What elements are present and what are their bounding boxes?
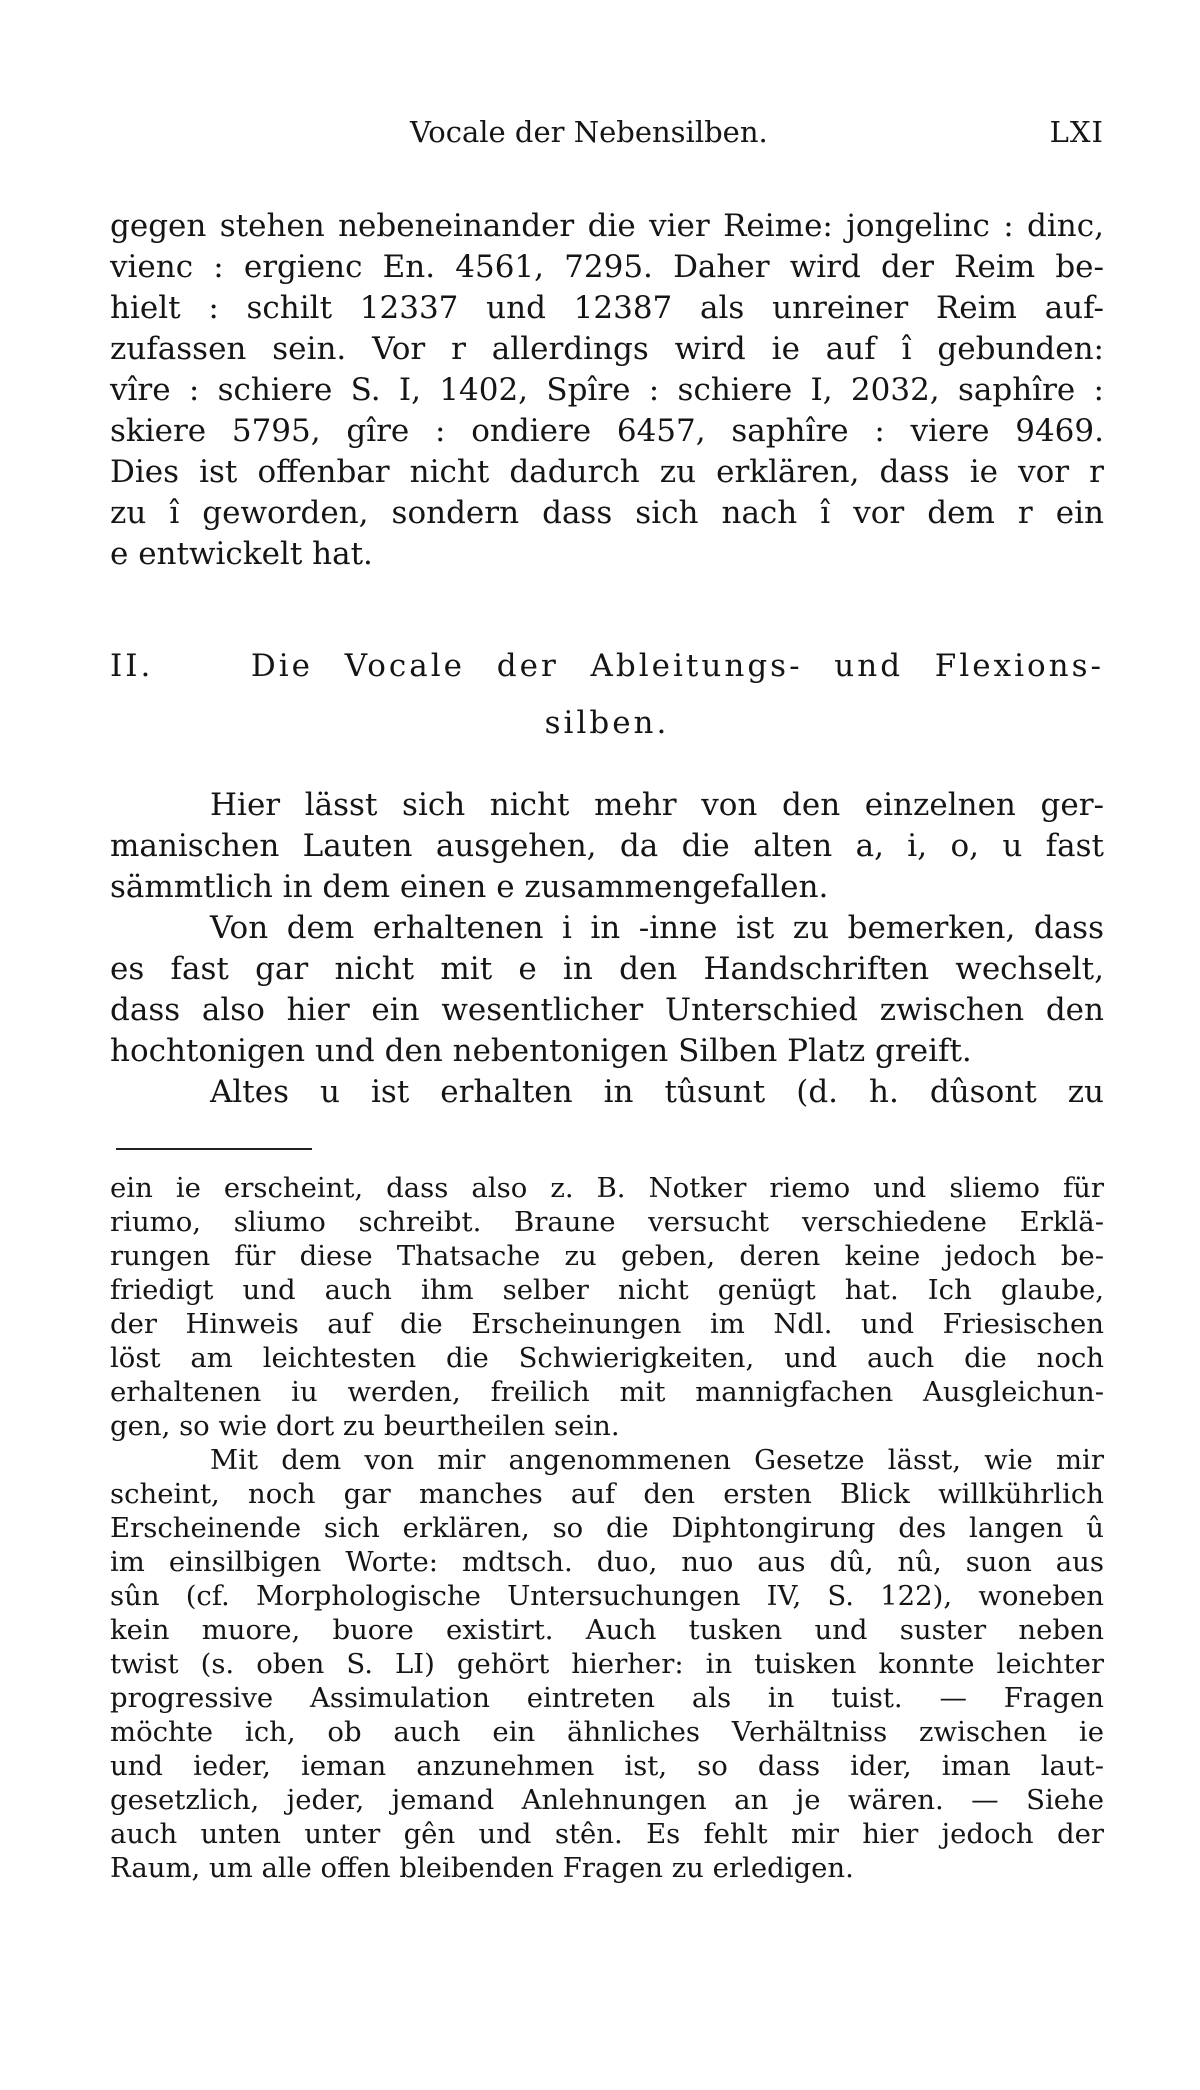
text-line: dass also hier ein wesentlicher Unterschied zwischen den [110,992,1104,1028]
running-title: Vocale der Nebensilben. [410,115,768,149]
footnote-line: twist (s. oben S. LI) gehört hierher: in tuisken konnte leichter [110,1648,1104,1680]
section-heading-line: silben. [544,705,670,741]
page-number: LXI [1049,115,1104,149]
footnote-line: gen, so wie dort zu beurtheilen sein. [110,1410,620,1442]
footnote-line: erhaltenen iu werden, freilich mit mannigfachen Ausgleichun- [110,1376,1104,1408]
text-line: es fast gar nicht mit e in den Handschriften wechselt, [110,951,1104,987]
text-line: Von dem erhaltenen i in -inne ist zu bemerken, dass [210,910,1104,946]
footnote-separator [116,1148,312,1150]
footnote-line: Mit dem von mir angenommenen Gesetze lässt, wie mir [210,1444,1104,1476]
text-line: zufassen sein. Vor r allerdings wird ie auf î gebunden: [110,331,1104,367]
section-title: Die Vocale der Ableitungs- und Flexions- [250,648,1104,684]
footnote-line: Raum, um alle offen bleibenden Fragen zu erledigen. [110,1852,854,1884]
footnote-line: friedigt und auch ihm selber nicht genügt hat. Ich glaube, [110,1274,1104,1306]
text-line: sämmtlich in dem einen e zusammengefallen. [110,869,829,905]
text-line: vîre : schiere S. I, 1402, Spîre : schiere I, 2032, saphîre : [110,372,1104,408]
footnote-line: progressive Assimulation eintreten als in tuist. — Fragen [110,1682,1104,1714]
footnote-line: Erscheinende sich erklären, so die Diphtongirung des langen û [110,1512,1104,1544]
footnote-line: der Hinweis auf die Erscheinungen im Ndl. und Friesischen [110,1308,1104,1340]
footnote-line: im einsilbigen Worte: mdtsch. duo, nuo aus dû, nû, suon aus [110,1546,1104,1578]
footnote-line: kein muore, buore existirt. Auch tusken und suster neben [110,1614,1104,1646]
footnote-line: sûn (cf. Morphologische Untersuchungen IV, S. 122), woneben [110,1580,1104,1612]
footnote-line: ein ie erscheint, dass also z. B. Notker riemo und sliemo für [110,1172,1104,1204]
text-line: hielt : schilt 12337 und 12387 als unreiner Reim auf- [110,290,1104,326]
footnote-line: löst am leichtesten die Schwierigkeiten, und auch die noch [110,1342,1104,1374]
footnote-line: rungen für diese Thatsache zu geben, deren keine jedoch be- [110,1240,1104,1272]
footnote-line: gesetzlich, jeder, jemand Anlehnungen an je wären. — Siehe [110,1784,1104,1816]
section-number: II. [110,648,154,684]
footnote-line: riumo, sliumo schreibt. Braune versucht verschiedene Erklä- [110,1206,1104,1238]
text-line: zu î geworden, sondern dass sich nach î vor dem r ein [110,495,1104,531]
section-heading-line [110,646,1104,686]
text-line: skiere 5795, gîre : ondiere 6457, saphîre : viere 9469. [110,413,1104,449]
text-line: e entwickelt hat. [110,536,373,572]
footnote-line: auch unten unter gên und stên. Es fehlt mir hier jedoch der [110,1818,1104,1850]
text-line: manischen Lauten ausgehen, da die alten a, i, o, u fast [110,828,1104,864]
footnote-line: und ieder, ieman anzunehmen ist, so dass ider, iman laut- [110,1750,1104,1782]
footnote-line: scheint, noch gar manches auf den ersten Blick willkührlich [110,1478,1104,1510]
text-line: gegen stehen nebeneinander die vier Reime: jongelinc : dinc, [110,208,1104,244]
running-header [110,110,1104,154]
text-line: Dies ist offenbar nicht dadurch zu erklären, dass ie vor r [110,454,1104,490]
text-line: vienc : ergienc En. 4561, 7295. Daher wird der Reim be- [110,249,1104,285]
text-line: Hier lässt sich nicht mehr von den einzelnen ger- [210,787,1104,823]
text-line: hochtonigen und den nebentonigen Silben Platz greift. [110,1033,972,1069]
text-line: Altes u ist erhalten in tûsunt (d. h. dûsont zu [210,1074,1104,1110]
footnote-line: möchte ich, ob auch ein ähnliches Verhältniss zwischen ie [110,1716,1104,1748]
